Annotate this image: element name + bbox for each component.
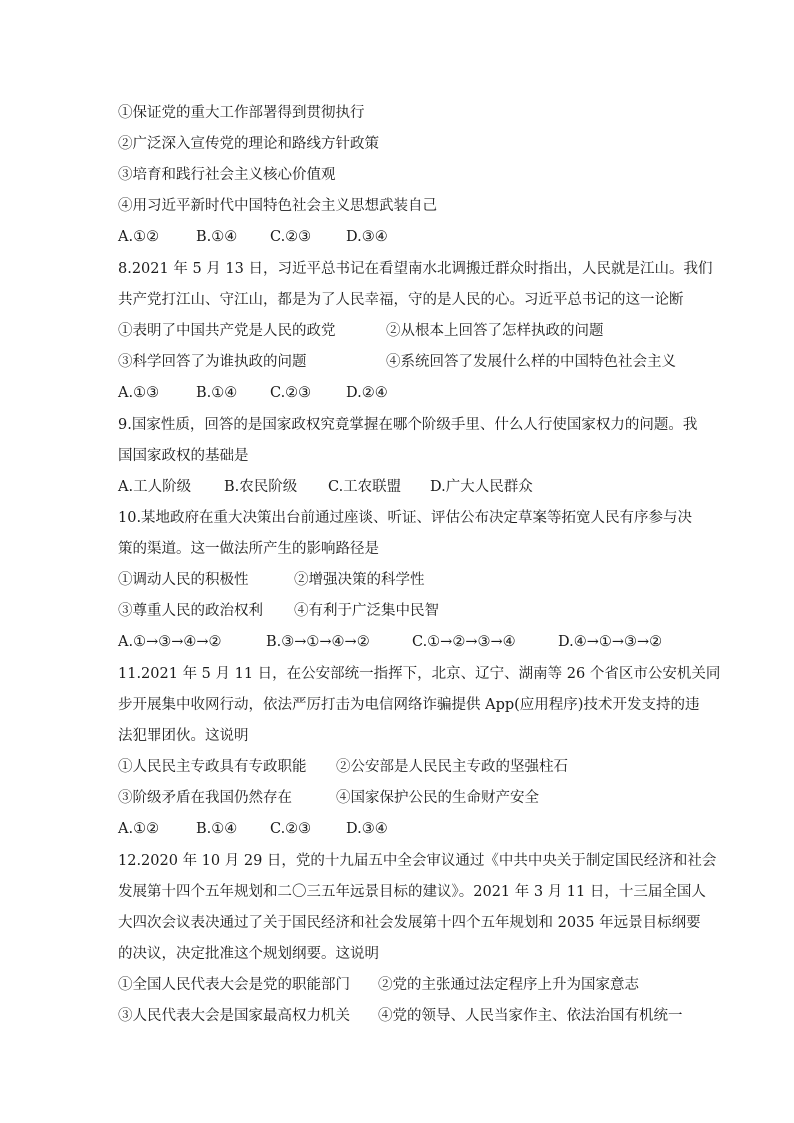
q11-option-c[interactable]: C.②③: [270, 821, 312, 837]
q8-item-4: ④系统回答了发展什么样的中国特色社会主义: [386, 354, 676, 370]
q10-stem-line-2: 策的渠道。这一做法所产生的影响路径是: [118, 541, 379, 557]
q9-option-d[interactable]: D.广大人民群众: [430, 479, 533, 495]
q12-stem-line-1: 12.2020 年 10 月 29 日，党的十九届五中全会审议通过《中共中央关于制定国民经济和社会: [118, 853, 717, 869]
q10-option-d[interactable]: D.④→①→③→②: [558, 634, 663, 650]
q8-option-b[interactable]: B.①④: [196, 385, 238, 401]
q12-item-3: ③人民代表大会是国家最高权力机关: [118, 1008, 350, 1024]
q10-item-2: ②增强决策的科学性: [294, 572, 425, 588]
q11-option-b[interactable]: B.①④: [196, 821, 238, 837]
q9-option-b[interactable]: B.农民阶级: [224, 479, 298, 495]
q11-stem-line-3: 法犯罪团伙。这说明: [118, 728, 249, 744]
q10-option-a[interactable]: A.①→③→④→②: [118, 634, 222, 650]
q7-item-4: ④用习近平新时代中国特色社会主义思想武装自己: [118, 198, 437, 214]
q8-option-d[interactable]: D.②④: [346, 385, 388, 401]
q9-stem-line-1: 9.国家性质，回答的是国家政权究竟掌握在哪个阶级手里、什么人行使国家权力的问题。我: [118, 417, 698, 433]
q12-item-4: ④党的领导、人民当家作主、依法治国有机统一: [378, 1008, 683, 1024]
q7-item-2: ②广泛深入宣传党的理论和路线方针政策: [118, 136, 379, 152]
q8-item-1: ①表明了中国共产党是人民的政党: [118, 323, 336, 339]
q10-item-3: ③尊重人民的政治权利: [118, 603, 263, 619]
q9-option-a[interactable]: A.工人阶级: [118, 479, 192, 495]
q7-item-1: ①保证党的重大工作部署得到贯彻执行: [118, 105, 365, 121]
q10-item-4: ④有利于广泛集中民智: [294, 603, 439, 619]
q12-item-2: ②党的主张通过法定程序上升为国家意志: [378, 977, 639, 993]
q11-item-2: ②公安部是人民民主专政的坚强柱石: [336, 759, 568, 775]
q9-option-c[interactable]: C.工农联盟: [328, 479, 402, 495]
q10-option-b[interactable]: B.③→①→④→②: [266, 634, 370, 650]
q8-option-a[interactable]: A.①③: [118, 385, 160, 401]
q12-item-1: ①全国人民代表大会是党的职能部门: [118, 977, 350, 993]
q12-stem-line-3: 大四次会议表决通过了关于国民经济和社会发展第十四个五年规划和 2035 年远景目标纲要: [118, 915, 701, 931]
q11-stem-line-2: 步开展集中收网行动，依法严厉打击为电信网络诈骗提供 App(应用程序)技术开发支持的违: [118, 697, 700, 713]
q7-option-a[interactable]: A.①②: [118, 229, 160, 245]
q9-stem-line-2: 国国家政权的基础是: [118, 448, 249, 464]
q11-stem-line-1: 11.2021 年 5 月 11 日，在公安部统一指挥下，北京、辽宁、湖南等 26 个省区市公安机关同: [118, 666, 721, 682]
q7-option-b[interactable]: B.①④: [196, 229, 238, 245]
q8-option-c[interactable]: C.②③: [270, 385, 312, 401]
q11-item-1: ①人民民主专政具有专政职能: [118, 759, 307, 775]
q11-item-4: ④国家保护公民的生命财产安全: [336, 790, 539, 806]
q8-item-3: ③科学回答了为谁执政的问题: [118, 354, 307, 370]
q8-stem-line-2: 共产党打江山、守江山，都是为了人民幸福，守的是人民的心。习近平总书记的这一论断: [118, 292, 684, 308]
q12-stem-line-2: 发展第十四个五年规划和二〇三五年远景目标的建议》。2021 年 3 月 11 日，十三届全国人: [118, 884, 706, 900]
q7-option-d[interactable]: D.③④: [346, 229, 388, 245]
q11-item-3: ③阶级矛盾在我国仍然存在: [118, 790, 292, 806]
q8-stem-line-1: 8.2021 年 5 月 13 日，习近平总书记在看望南水北调搬迁群众时指出，人民就是江山。我们: [118, 261, 713, 277]
q7-option-c[interactable]: C.②③: [270, 229, 312, 245]
q10-option-c[interactable]: C.①→②→③→④: [412, 634, 516, 650]
q11-option-a[interactable]: A.①②: [118, 821, 160, 837]
q11-option-d[interactable]: D.③④: [346, 821, 388, 837]
q10-stem-line-1: 10.某地政府在重大决策出台前通过座谈、听证、评估公布决定草案等拓宽人民有序参与决: [118, 510, 693, 526]
q8-item-2: ②从根本上回答了怎样执政的问题: [386, 323, 604, 339]
q12-stem-line-4: 的决议，决定批准这个规划纲要。这说明: [118, 946, 379, 962]
q7-item-3: ③培育和践行社会主义核心价值观: [118, 167, 336, 183]
q10-item-1: ①调动人民的积极性: [118, 572, 249, 588]
